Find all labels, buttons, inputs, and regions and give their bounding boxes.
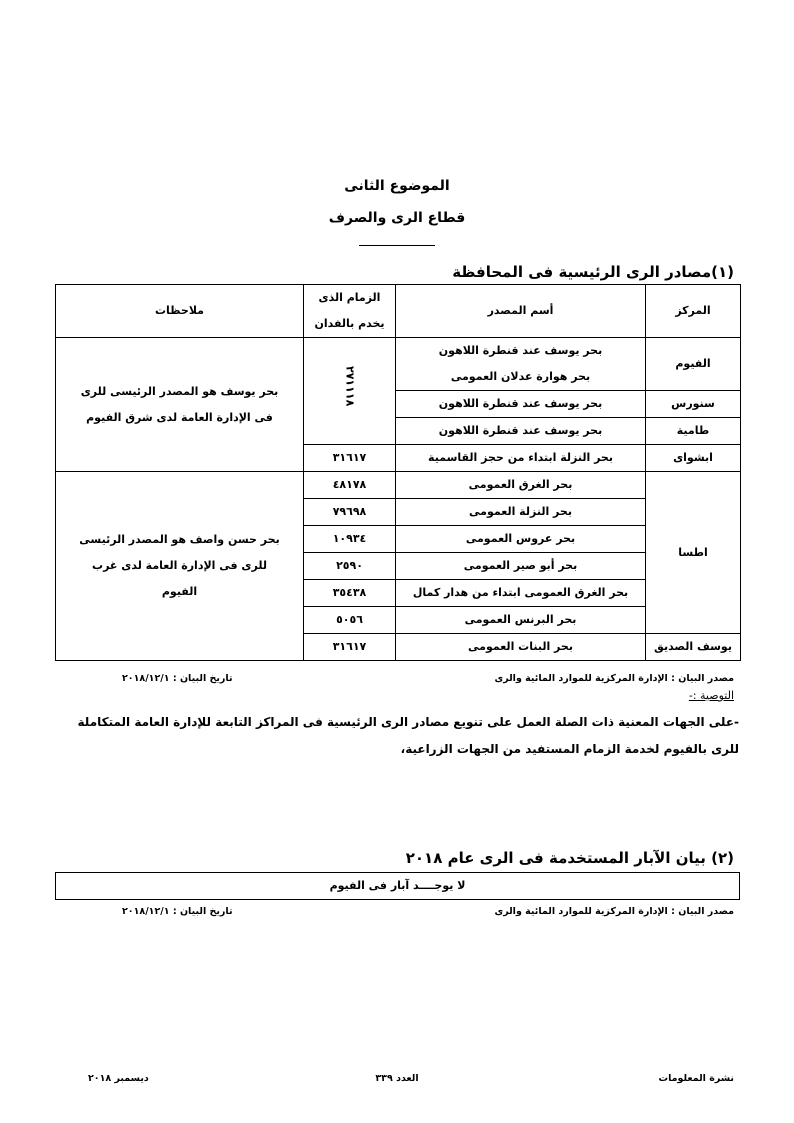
center-cell: سنورس bbox=[646, 391, 741, 418]
source-cell: بحر يوسف عند قنطرة اللاهون bbox=[396, 391, 646, 418]
source-cell bbox=[396, 338, 646, 391]
footer-issue: العدد ٣٣٩ bbox=[375, 1073, 419, 1084]
data-source-note: مصدر البيان : الإدارة المركزية للموارد المائية والرى bbox=[494, 906, 734, 917]
area-value: ٢٧١١١٨ bbox=[343, 365, 357, 407]
center-cell: اطسا bbox=[646, 472, 741, 634]
area-cell: ٣١٦١٧ bbox=[304, 445, 396, 472]
col-header-center: المركز bbox=[646, 285, 741, 338]
source-cell: بحر عروس العمومى bbox=[396, 526, 646, 553]
source-cell: بحر البنات العمومى bbox=[396, 634, 646, 661]
source-cell: بحر النزلة العمومى bbox=[396, 499, 646, 526]
data-date-note: تاريخ البيان : ٢٠١٨/١٢/١ bbox=[122, 673, 233, 684]
center-cell: يوسف الصديق bbox=[646, 634, 741, 661]
recommendation-label: التوصية :- bbox=[688, 689, 734, 702]
table-row bbox=[56, 472, 741, 499]
document-topic: الموضوع الثانى bbox=[344, 178, 450, 194]
source-line: بحر هوارة عدلان العمومى bbox=[450, 370, 591, 383]
area-cell: ٣٥٤٣٨ bbox=[304, 580, 396, 607]
area-cell: ٧٩٦٩٨ bbox=[304, 499, 396, 526]
source-cell: بحر البرنس العمومى bbox=[396, 607, 646, 634]
col-header-source: أسم المصدر bbox=[396, 285, 646, 338]
source-line: بحر يوسف عند قنطرة اللاهون bbox=[438, 344, 603, 357]
notes-cell bbox=[56, 472, 304, 661]
source-cell: بحر أبو صير العمومى bbox=[396, 553, 646, 580]
center-cell: ابشواى bbox=[646, 445, 741, 472]
note-text: بحر يوسف هو المصدر الرئيسى للرى فى الإدارة العامة لدى شرق الفيوم bbox=[80, 384, 279, 424]
col-header-area bbox=[304, 285, 396, 338]
document-subtitle: قطاع الرى والصرف bbox=[328, 210, 466, 226]
shared-area-cell bbox=[304, 338, 396, 445]
recommendation-text: -على الجهات المعنية ذات الصلة العمل على تنويع مصادر الرى الرئيسية فى المراكز التابعة للإدارة العامة المتكاملة للرى بالفيوم لخدمة الزمام المستفيد من الجهات الزراعية، bbox=[77, 715, 739, 756]
notes-cell bbox=[56, 338, 304, 472]
irrigation-sources-table bbox=[55, 284, 741, 661]
area-cell: ٣١٦١٧ bbox=[304, 634, 396, 661]
data-source-note: مصدر البيان : الإدارة المركزية للموارد المائية والرى bbox=[494, 673, 734, 684]
center-cell: الفيوم bbox=[646, 338, 741, 391]
source-cell: بحر النزلة ابتداء من حجز القاسمية bbox=[396, 445, 646, 472]
source-cell: بحر الغرق العمومى ابتداء من هدار كمال bbox=[396, 580, 646, 607]
col-header-area-line2: يخدم بالفدان bbox=[314, 317, 385, 330]
area-cell: ٤٨١٧٨ bbox=[304, 472, 396, 499]
section1-heading: (١)مصادر الرى الرئيسية فى المحافظة bbox=[452, 263, 734, 281]
area-cell: ٥٠٥٦ bbox=[304, 607, 396, 634]
note-text: بحر حسن واصف هو المصدر الرئيسى للرى فى الإدارة العامة لدى غرب الفيوم bbox=[79, 533, 280, 598]
data-date-note: تاريخ البيان : ٢٠١٨/١٢/١ bbox=[122, 906, 233, 917]
table-row bbox=[56, 338, 741, 391]
col-header-area-line1: الزمام الذى bbox=[318, 291, 381, 304]
center-cell: طامية bbox=[646, 418, 741, 445]
area-cell: ٢٥٩٠ bbox=[304, 553, 396, 580]
source-cell: بحر الغرق العمومى bbox=[396, 472, 646, 499]
area-cell: ١٠٩٣٤ bbox=[304, 526, 396, 553]
table-header-row bbox=[56, 285, 741, 338]
footer-date: ديسمبر ٢٠١٨ bbox=[88, 1073, 149, 1084]
footer-publication: نشرة المعلومات bbox=[658, 1073, 734, 1084]
col-header-notes: ملاحظات bbox=[56, 285, 304, 338]
no-wells-box: لا يوجــــد آبار فى الفيوم bbox=[55, 872, 740, 900]
section2-heading: (٢) بيان الآبار المستخدمة فى الرى عام ٢٠١٨ bbox=[405, 849, 734, 867]
source-cell: بحر يوسف عند قنطرة اللاهون bbox=[396, 418, 646, 445]
title-underline bbox=[359, 245, 435, 246]
